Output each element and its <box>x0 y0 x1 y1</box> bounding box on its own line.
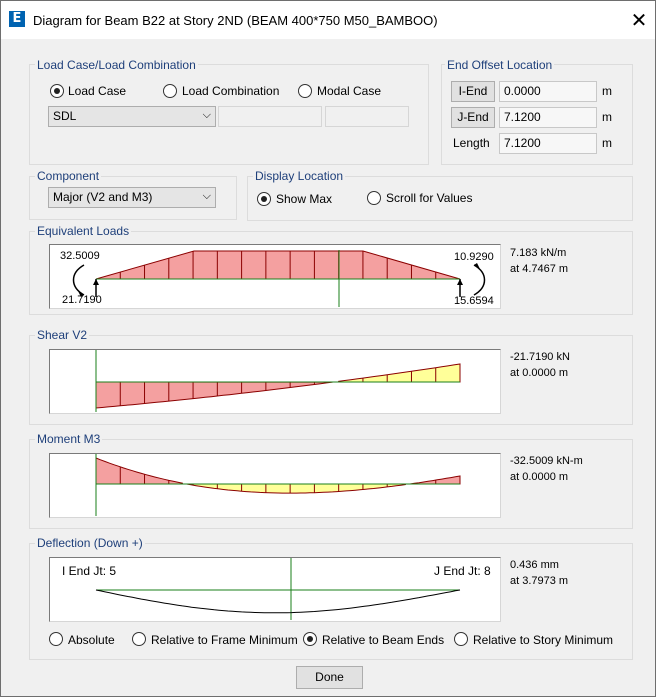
length-value: 7.1200 <box>504 136 541 150</box>
deflection-curve <box>96 590 460 613</box>
load-case-dropdown[interactable] <box>48 106 216 127</box>
i-end-unit: m <box>602 84 612 98</box>
moment-max-value: -32.5009 kN-m <box>510 455 583 467</box>
load-case-dropdown-value: SDL <box>53 109 77 123</box>
chevron-down-icon: ⌵ <box>202 109 211 121</box>
j-end-button[interactable]: J-End <box>451 107 495 128</box>
moment-negative-region-left <box>96 458 182 484</box>
shear-plot <box>49 349 501 414</box>
chevron-down-icon: ⌵ <box>202 190 211 202</box>
radio-load-combination[interactable] <box>163 84 177 98</box>
i-end-field[interactable] <box>499 81 597 102</box>
right-moment-arrow-icon <box>474 265 485 295</box>
component-dropdown[interactable] <box>48 187 216 208</box>
left-moment-arrow-icon <box>74 265 85 295</box>
equivalent-loads-group-label: Equivalent Loads <box>37 224 130 238</box>
deflection-plot <box>49 557 501 622</box>
right-moment-value: 10.9290 <box>454 251 494 263</box>
shear-negative-region <box>96 382 333 408</box>
radio-show-max[interactable] <box>257 192 271 206</box>
load-trapezoid <box>96 251 460 279</box>
equivalent-loads-max-location: at 4.7467 m <box>510 263 569 275</box>
i-end-joint-label: I End Jt: 5 <box>62 564 117 578</box>
deflection-diagram <box>50 558 500 621</box>
equivalent-loads-max-value: 7.183 kN/m <box>510 247 567 259</box>
moment-group-label: Moment M3 <box>37 432 101 446</box>
length-field <box>499 133 597 154</box>
length-label: Length <box>453 136 490 150</box>
radio-relative-frame-minimum[interactable] <box>132 632 146 646</box>
shear-max-value: -21.7190 kN <box>510 351 570 363</box>
left-reaction-arrowhead-icon <box>93 279 99 285</box>
end-offset-group-label: End Offset Location <box>447 58 553 72</box>
radio-scroll-for-values[interactable] <box>367 191 381 205</box>
radio-relative-story-minimum[interactable] <box>454 632 468 646</box>
j-end-joint-label: J End Jt: 8 <box>434 564 491 578</box>
radio-relative-story-minimum-label: Relative to Story Minimum <box>473 633 614 647</box>
load-case-group-label: Load Case/Load Combination <box>37 58 196 72</box>
radio-scroll-for-values-label: Scroll for Values <box>386 191 473 205</box>
shear-group-label: Shear V2 <box>37 328 88 342</box>
equivalent-loads-plot <box>49 244 501 309</box>
i-end-value: 0.0000 <box>504 84 541 98</box>
moment-negative-region-right <box>410 476 460 484</box>
radio-show-max-label: Show Max <box>276 192 333 206</box>
shear-diagram <box>50 350 500 413</box>
radio-modal-case-label: Modal Case <box>317 84 382 98</box>
window-title: Diagram for Beam B22 at Story 2ND (BEAM 400*750 M50_BAMBOO) <box>33 13 438 28</box>
radio-load-combination-label: Load Combination <box>182 84 280 98</box>
done-button[interactable]: Done <box>296 666 363 689</box>
j-end-unit: m <box>602 110 612 124</box>
load-case-extra-field-2 <box>325 106 409 127</box>
equivalent-loads-fill <box>96 251 460 279</box>
radio-modal-case[interactable] <box>298 84 312 98</box>
shear-positive-region <box>339 364 460 382</box>
component-group-label: Component <box>37 169 100 183</box>
left-reaction-value: 21.7190 <box>62 294 102 306</box>
deflection-max-location: at 3.7973 m <box>510 575 569 587</box>
j-end-field[interactable] <box>499 107 597 128</box>
radio-load-case[interactable] <box>50 84 64 98</box>
deflection-max-value: 0.436 mm <box>510 559 559 571</box>
moment-plot <box>49 453 501 518</box>
title-bar <box>1 1 655 39</box>
radio-absolute-label: Absolute <box>68 633 115 647</box>
component-dropdown-value: Major (V2 and M3) <box>53 190 153 204</box>
radio-relative-beam-ends[interactable] <box>303 632 317 646</box>
etabs-app-icon: E <box>9 11 25 27</box>
equivalent-loads-diagram <box>50 245 500 308</box>
moment-positive-region <box>187 484 405 493</box>
radio-absolute[interactable] <box>49 632 63 646</box>
moment-fill <box>96 458 460 493</box>
shear-max-location: at 0.0000 m <box>510 367 569 379</box>
length-unit: m <box>602 136 612 150</box>
moment-diagram <box>50 454 500 517</box>
deflection-group-label: Deflection (Down +) <box>37 536 143 550</box>
radio-relative-frame-minimum-label: Relative to Frame Minimum <box>151 633 298 647</box>
j-end-value: 7.1200 <box>504 110 541 124</box>
right-reaction-value: 15.6594 <box>454 295 494 307</box>
display-location-group-label: Display Location <box>255 169 344 183</box>
i-end-button[interactable]: I-End <box>451 81 495 102</box>
left-moment-value: 32.5009 <box>60 250 100 262</box>
radio-relative-beam-ends-label: Relative to Beam Ends <box>322 633 445 647</box>
load-case-extra-field-1 <box>218 106 322 127</box>
shear-fill <box>96 364 460 408</box>
right-reaction-arrowhead-icon <box>457 279 463 285</box>
close-icon[interactable]: ✕ <box>630 8 648 32</box>
moment-max-location: at 0.0000 m <box>510 471 569 483</box>
radio-load-case-label: Load Case <box>68 84 127 98</box>
